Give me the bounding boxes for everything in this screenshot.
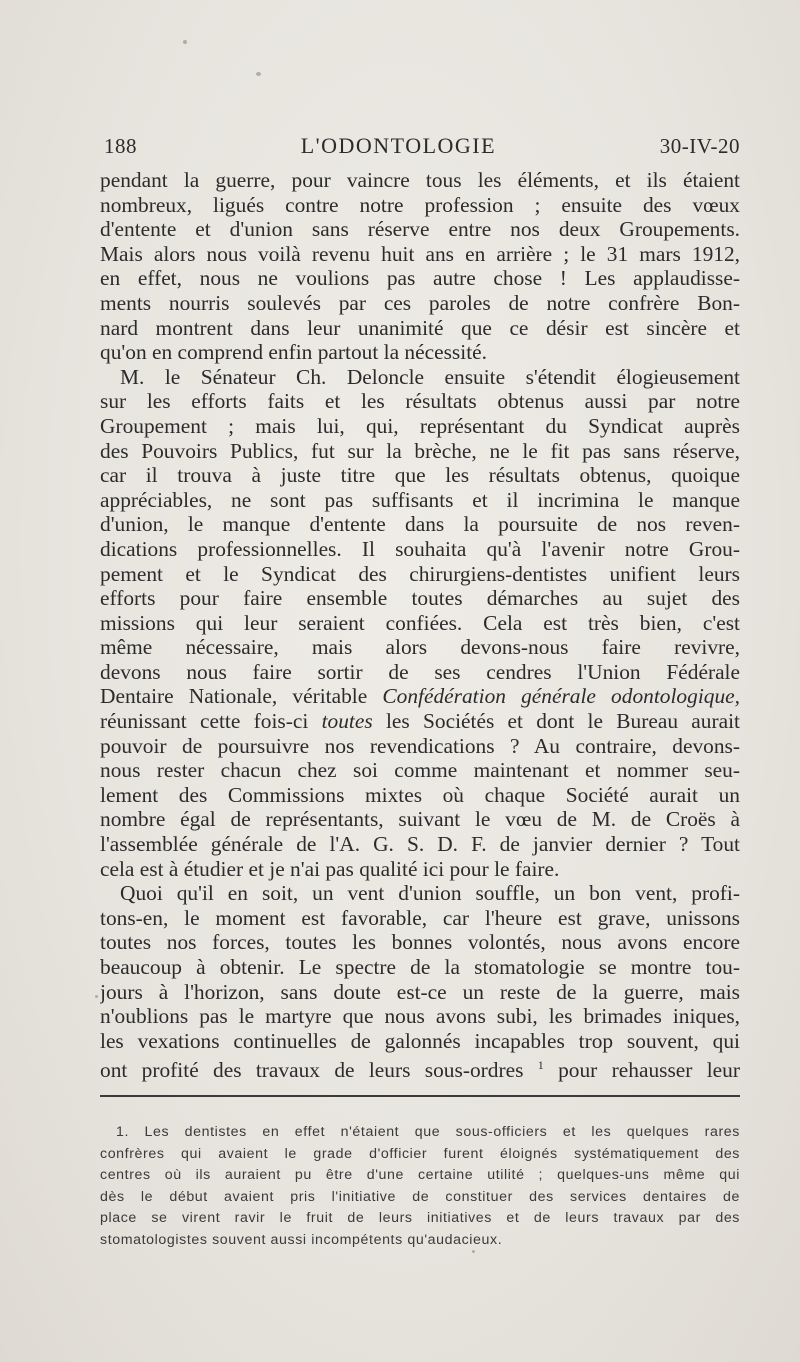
- text-line: missions qui leur seraient confiées. Cela est très bien, c'est: [100, 610, 740, 635]
- footnote-line: centres où ils auraient pu être d'une certaine utilité ; quelques-uns même qui: [100, 1167, 740, 1183]
- text-segment: ont profité des travaux de leurs sous-ordres: [100, 1058, 524, 1083]
- text-line: nombreux, ligués contre notre profession ; ensuite des vœux: [100, 192, 740, 217]
- italic-word: toutes: [321, 709, 373, 734]
- text-line: Quoi qu'il en soit, un vent d'union souffle, un bon vent, profi-: [120, 881, 740, 906]
- paragraph: [100, 365, 740, 881]
- footnote: [100, 1122, 740, 1251]
- italic-phrase: Confédération générale odontologique,: [382, 684, 740, 709]
- text-line-mixed: [100, 709, 740, 734]
- main-text: [100, 168, 740, 1083]
- text-line: jours à l'horizon, sans doute est-ce un reste de la guerre, mais: [100, 979, 740, 1004]
- text-line: lement des Commissions mixtes où chaque Société aurait un: [100, 782, 740, 807]
- footnote-line: place se virent ravir le fruit de leurs initiatives et de leurs travaux par des: [100, 1210, 740, 1226]
- text-line: Mais alors nous voilà revenu huit ans en arrière ; le 31 mars 1912,: [100, 241, 740, 266]
- text-line: des Pouvoirs Publics, fut sur la brèche, ne le fit pas sans réserve,: [100, 438, 740, 463]
- text-line: devons nous faire sortir de ses cendres l'Union Fédérale: [100, 659, 740, 684]
- text-line: pement et le Syndicat des chirurgiens-dentistes unifient leurs: [100, 561, 740, 586]
- text-line-mixed: [100, 1053, 740, 1083]
- text-line: n'oublions pas le martyre que nous avons subi, les brimades iniques,: [100, 1004, 740, 1029]
- footnote-line: 1. Les dentistes en effet n'étaient que sous-officiers et les quelques rares: [116, 1124, 740, 1140]
- text-line: en effet, nous ne voulions pas autre chose ! Les applaudisse-: [100, 266, 740, 291]
- text-line: nous rester chacun chez soi comme maintenant et nommer seu-: [100, 758, 740, 783]
- text-line: l'assemblée générale de l'A. G. S. D. F. de janvier dernier ? Tout: [100, 832, 740, 857]
- text-segment: les Sociétés et dont le Bureau aurait: [385, 709, 740, 734]
- text-line: car il trouva à juste titre que les résultats obtenus, quoique: [100, 463, 740, 488]
- text-line: M. le Sénateur Ch. Deloncle ensuite s'étendit élogieusement: [120, 364, 740, 389]
- text-line: nombre égal de représentants, suivant le vœu de M. de Croës à: [100, 807, 740, 832]
- text-line: ments nourris soulevés par ces paroles de notre confrère Bon-: [100, 290, 740, 315]
- text-line: dications professionnelles. Il souhaita qu'à l'avenir notre Grou-: [100, 536, 740, 561]
- text-line: appréciables, ne sont pas suffisants et il incrimina le manque: [100, 487, 740, 512]
- text-segment: pour rehausser leur: [558, 1058, 740, 1083]
- text-segment: réunissant cette fois-ci: [100, 709, 309, 734]
- text-line-mixed: [100, 684, 740, 709]
- paper-speck: [256, 72, 261, 76]
- text-line: sur les efforts faits et les résultats obtenus aussi par notre: [100, 389, 740, 414]
- issue-date: 30-IV-20: [659, 134, 740, 158]
- running-header: [104, 133, 740, 159]
- text-line: efforts pour faire ensemble toutes démarches au sujet des: [100, 586, 740, 611]
- text-line: les vexations continuelles de galonnés incapables trop souvent, qui: [100, 1028, 740, 1053]
- text-line: toutes nos forces, toutes les bonnes volontés, nous avons encore: [100, 930, 740, 955]
- footnote-line: confrères qui avaient le grade d'officier furent éloignés systématiquement des: [100, 1145, 740, 1162]
- footnote-divider: [100, 1095, 740, 1097]
- text-line: d'entente et d'union sans réserve entre nos deux Groupements.: [100, 217, 740, 242]
- paper-speck: [183, 40, 187, 44]
- text-segment: Dentaire Nationale, véritable: [100, 684, 368, 709]
- text-line: Groupement ; mais lui, qui, représentant du Syndicat auprès: [100, 413, 740, 438]
- paragraph: [100, 168, 740, 365]
- text-line: beaucoup à obtenir. Le spectre de la stomatologie se montre tou-: [100, 955, 740, 979]
- footnote-marker: 1: [537, 1058, 544, 1073]
- text-line: même nécessaire, mais alors devons-nous faire revivre,: [100, 635, 740, 660]
- text-line: qu'on en comprend enfin partout la nécessité.: [100, 340, 487, 365]
- page-number: 188: [104, 134, 137, 158]
- text-line: cela est à étudier et je n'ai pas qualité ici pour le faire.: [100, 856, 560, 881]
- journal-title: L'ODONTOLOGIE: [300, 133, 497, 158]
- text-line: pendant la guerre, pour vaincre tous les éléments, et ils étaient: [100, 168, 740, 192]
- footnote-line: stomatologistes souvent aussi incompétents qu'audacieux.: [100, 1231, 503, 1248]
- paragraph: [100, 881, 740, 1083]
- text-line: pouvoir de poursuivre nos revendications ? Au contraire, devons-: [100, 733, 740, 758]
- text-line: d'union, le manque d'entente dans la poursuite de nos reven-: [100, 512, 740, 537]
- text-line: nard montrent dans leur unanimité que ce désir est sincère et: [100, 315, 740, 340]
- text-line: tons-en, le moment est favorable, car l'heure est grave, unissons: [100, 905, 740, 930]
- footnote-line: dès le début avaient pris l'initiative de constituer des services dentaires de: [100, 1188, 740, 1205]
- paper-speck: [95, 995, 98, 998]
